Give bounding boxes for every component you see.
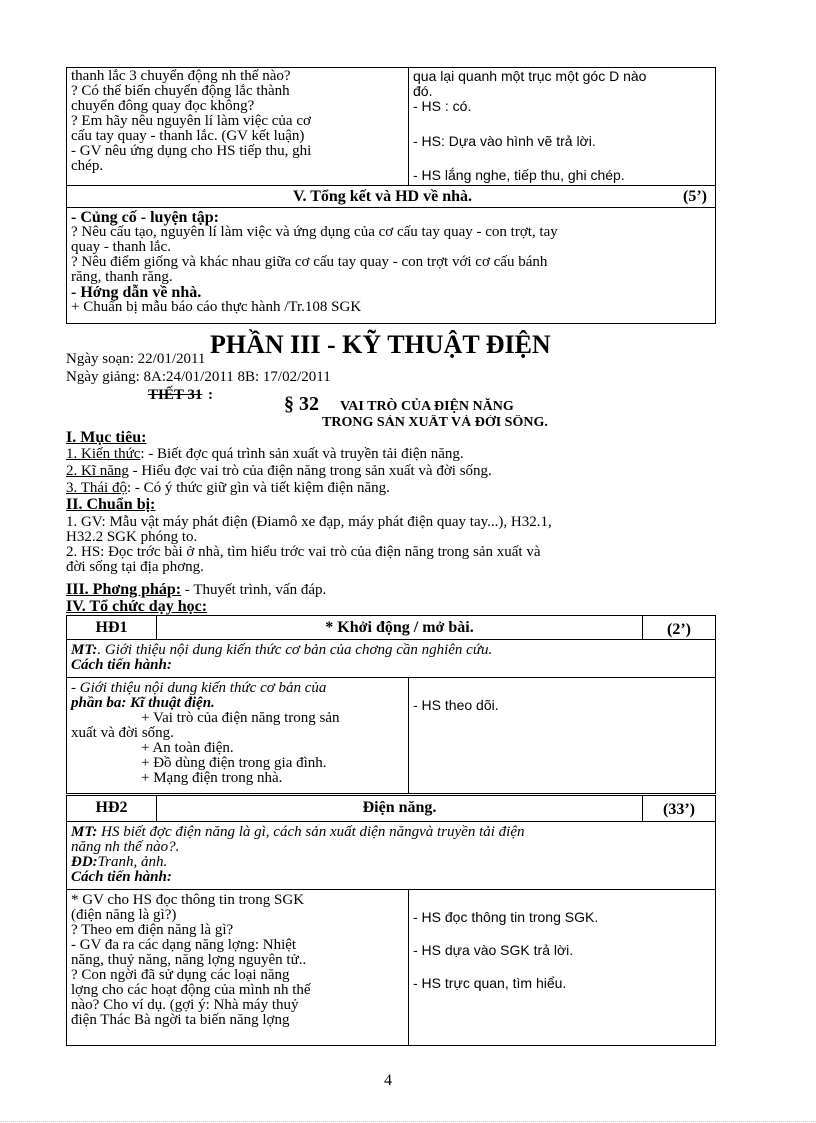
text-line: - Giới thiệu nội dung kiến thức cơ bản của (71, 680, 327, 696)
method-line (66, 582, 326, 598)
text-line: đời sống tại địa phơng. (66, 559, 204, 575)
hd2-title: Điện năng. (157, 796, 643, 822)
method-heading: III. Phơng pháp: (66, 581, 182, 598)
objective-attitude (66, 481, 390, 496)
objective-text: - Hiểu đợc vai trò của điện năng trong sản xuất và đời sống. (128, 463, 492, 479)
text-line: + Đồ dùng điện trong gia đình. (141, 755, 327, 771)
procedure-label: Cách tiến hành: (71, 657, 172, 673)
hd2-objective-cont: năng nh thế nào?. (71, 839, 180, 855)
section-v-time: (5’) (683, 188, 707, 205)
hd1-time: (2’) (643, 616, 716, 640)
student-activity-cell (409, 68, 716, 186)
text-line: 2. HS: Đọc trớc bài ở nhà, tìm hiểu trớc vai trò của điện năng trong sản xuất và (66, 544, 541, 560)
hd1-label: HĐ1 (67, 616, 157, 640)
page-edge-divider (0, 1121, 816, 1122)
text-line: - HS đọc thông tin trong SGK. (413, 909, 599, 925)
text-line: - HS : có. (413, 98, 472, 114)
text-line: điện Thác Bà ngời ta biến năng lợng (71, 1012, 290, 1028)
text-line: 1. GV: Mẫu vật máy phát điện (Điamô xe đạp, máy phát điện quay tay...), H32.1, (66, 514, 552, 530)
text-line: + Chuẩn bị mẫu báo cáo thực hành /Tr.108 SGK (71, 299, 362, 315)
spacer (413, 958, 711, 976)
teacher-activity-cell (67, 68, 409, 186)
hd1-objective-cell (67, 640, 716, 678)
hd1-student-cell (409, 678, 716, 794)
spacer (413, 149, 711, 168)
objective-knowledge (66, 447, 464, 462)
summary-cell (67, 208, 716, 324)
spacer (413, 925, 711, 943)
hd1-title: * Khởi động / mở bài. (157, 616, 643, 640)
text-line: ? Nêu điểm giống và khác nhau giữa cơ cấu tay quay - con trợt với cơ cấu bánh (71, 254, 548, 270)
text-line: năng, thuỷ năng, năng lợng nguyên tử.. (71, 952, 307, 968)
hd1-table (66, 615, 716, 794)
spacer (413, 114, 711, 134)
text-line: chuyển đông quay đọc không? (71, 98, 255, 114)
hd2-objective-cell (67, 822, 716, 890)
text-line: răng, thanh răng. (71, 269, 173, 285)
objective-text: : - Có ý thức giữ gìn và tiết kiệm điện năng. (126, 480, 390, 496)
text-line: (điện năng là gì?) (71, 907, 177, 923)
lesson-period: TIẾT 31 (148, 387, 203, 403)
hd2-objective: HS biết đợc điện năng là gì, cách sản xuất diện năngvà truyền tải điện (97, 824, 525, 840)
page-number: 4 (384, 1072, 392, 1089)
preparation-date: Ngày soạn: 22/01/2011 (66, 351, 206, 367)
hd2-student-cell (409, 890, 716, 1046)
top-activity-table (66, 67, 716, 324)
objectives-title: I. Mục tiêu: (66, 429, 147, 446)
text-line: ? Theo em điện năng là gì? (71, 922, 234, 938)
lesson-number: § 32 (284, 393, 319, 415)
text-line: - HS trực quan, tìm hiểu. (413, 975, 567, 991)
text-line: - GV đa ra các dạng năng lợng: Nhiệt (71, 937, 297, 953)
dd-label: ĐD: (71, 854, 98, 870)
preparation-heading: II. Chuẩn bị: (66, 496, 156, 513)
teaching-date: Ngày giảng: 8A:24/01/2011 8B: 17/02/2011 (66, 369, 331, 385)
organization-heading: IV. Tổ chức dạy học: (66, 598, 208, 615)
text-line: đó. (413, 83, 433, 99)
text-line: - HS dựa vào SGK trả lời. (413, 942, 574, 958)
objective-label: 3. Thái độ (66, 480, 127, 496)
text-line: - HS lắng nghe, tiếp thu, ghi chép. (413, 167, 625, 183)
hd2-materials: Tranh, ảnh. (97, 854, 168, 870)
objective-skill (66, 464, 492, 479)
hd2-time: (33’) (643, 796, 716, 822)
hd2-teacher-cell (67, 890, 409, 1046)
lesson-period-colon: : (208, 387, 213, 403)
text-line: lợng cho các hoạt động của mình nh thế (71, 982, 311, 998)
lesson-title-line-1: VAI TRÒ CỦA ĐIỆN NĂNG (340, 399, 514, 414)
text-line: ? Có thể biến chuyển động lắc thành (71, 83, 290, 99)
section-v-header (67, 186, 716, 208)
text-line: + Mạng điện trong nhà. (141, 770, 283, 786)
homework-heading: - Hớng dẫn về nhà. (71, 284, 202, 301)
lesson-title-line-2: TRONG SẢN XUẤT VÀ ĐỜI SỐNG. (322, 415, 548, 428)
procedure-label: Cách tiến hành: (71, 869, 172, 885)
preparation-text (66, 515, 715, 575)
mt-label: MT: (71, 824, 98, 840)
text-line: nào? Cho ví dụ. (gợi ý: Nhà máy thuỷ (71, 997, 299, 1013)
text-line: ? Em hãy nêu nguyên lí làm việc của cơ (71, 113, 311, 129)
method-text: - Thuyết trình, vấn đáp. (181, 582, 327, 598)
text-line: H32.2 SGK phóng to. (66, 529, 198, 545)
text-line: + An toàn điện. (141, 740, 234, 756)
text-line: qua lại quanh một trục một góc D nào (413, 68, 647, 84)
objective-text: : - Biết đợc quá trình sản xuất và truyền tải điện năng. (140, 446, 464, 462)
objective-label: 2. Kĩ năng (66, 463, 129, 479)
hd1-objective: . Giới thiệu nội dung kiến thức cơ bản của chơng cần nghiên cứu. (97, 642, 493, 658)
text-line: - GV nêu ứng dụng cho HS tiếp thu, ghi (71, 143, 312, 159)
part-title: PHẦN III - KỸ THUẬT ĐIỆN (210, 330, 551, 359)
objective-label: 1. Kiến thức (66, 446, 141, 462)
mt-label: MT: (71, 642, 98, 658)
text-line: quay - thanh lắc. (71, 239, 171, 255)
objectives-heading (66, 430, 146, 445)
hd2-label: HĐ2 (67, 796, 157, 822)
text-line: - HS: Dựa vào hình vẽ trả lời. (413, 133, 596, 149)
text-line: ? Con ngời đã sử dụng các loại năng (71, 967, 290, 983)
text-line: xuất và đời sống. (71, 725, 174, 741)
text-line: phần ba: Kĩ thuật điện. (71, 695, 215, 711)
text-line: chép. (71, 158, 104, 174)
text-line: thanh lắc 3 chuyển động nh thế nào? (71, 68, 291, 84)
section-v-title: V. Tổng kết và HD về nhà. (293, 188, 472, 205)
text-line: - HS theo dõi. (413, 697, 499, 713)
text-line: cấu tay quay - thanh lắc. (GV kết luận) (71, 128, 305, 144)
consolidation-heading: - Củng cố - luyện tập: (71, 209, 220, 226)
text-line: ? Nêu cấu tạo, nguyên lí làm việc và ứng dụng của cơ cấu tay quay - con trợt, tay (71, 224, 558, 240)
text-line: + Vai trò của điện năng trong sản (141, 710, 340, 726)
hd1-teacher-cell (67, 678, 409, 794)
text-line: * GV cho HS đọc thông tin trong SGK (71, 892, 305, 908)
hd2-table (66, 795, 716, 1046)
